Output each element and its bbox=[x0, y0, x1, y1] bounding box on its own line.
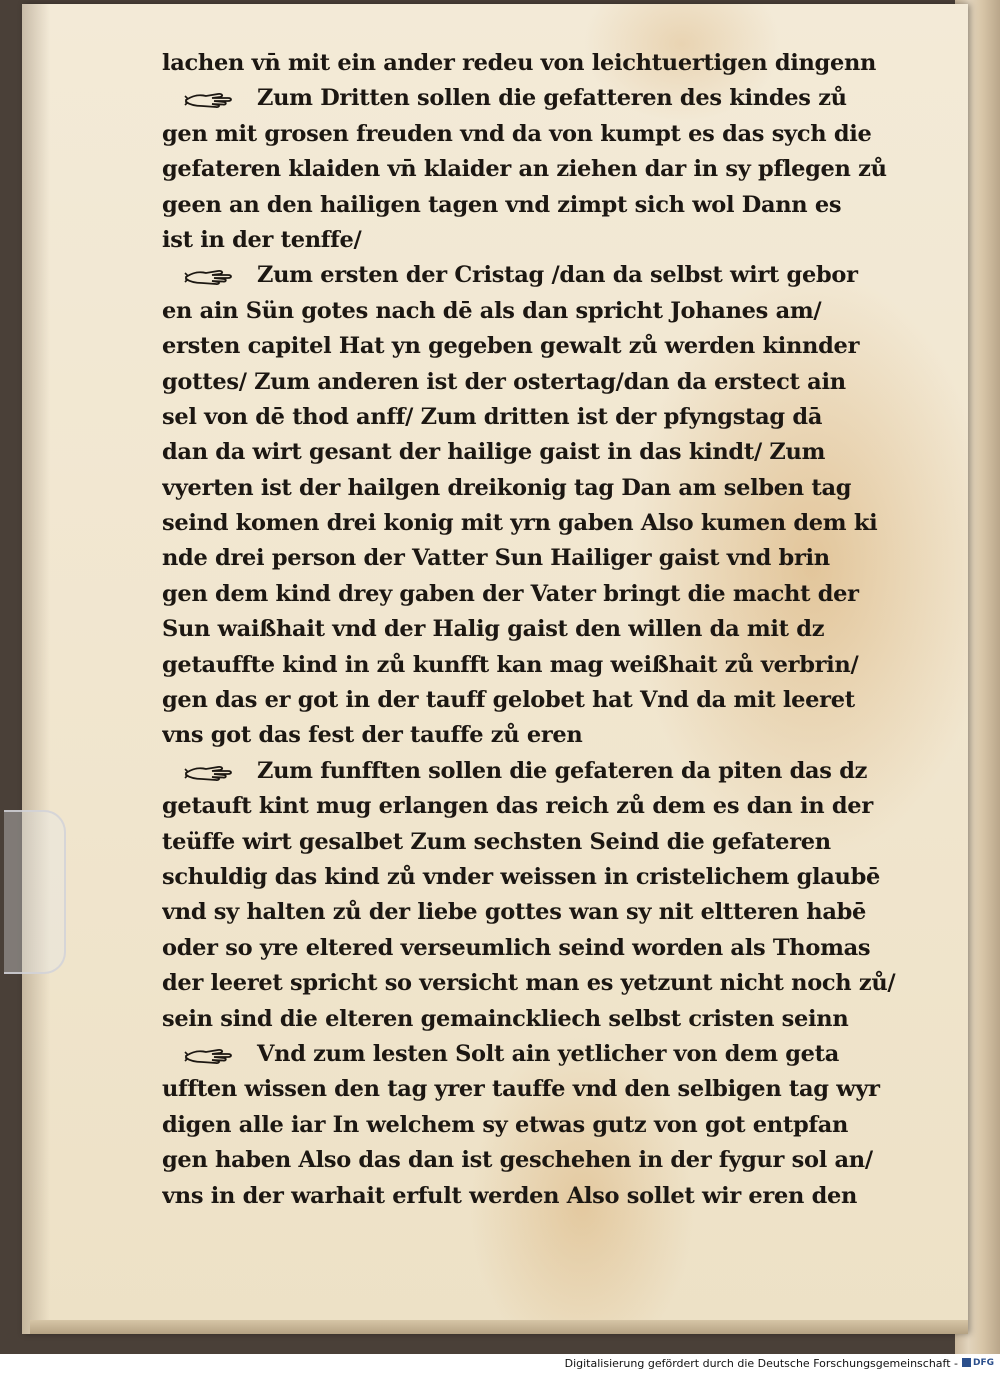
text-line: sein sind die elteren gemainckliech selbst cristen seinn bbox=[162, 1005, 849, 1032]
text-line: ist in der tenffe/ bbox=[162, 226, 362, 253]
pointing-hand-icon bbox=[184, 88, 234, 110]
text-line: vns in der warhait erfult werden Also sollet wir eren den bbox=[162, 1182, 858, 1209]
text-line: nde drei person der Vatter Sun Hailiger gaist vnd brin bbox=[162, 545, 830, 572]
text-line: schuldig das kind zů vnder weissen in cristelichem glaubē bbox=[162, 863, 881, 890]
text-line: Vnd zum lesten Solt ain yetlicher von dem geta bbox=[257, 1040, 840, 1067]
dfg-logo-mark bbox=[962, 1358, 971, 1367]
dfg-logo-text: DFG bbox=[973, 1358, 995, 1368]
text-line: geen an den hailigen tagen vnd zimpt sich wol Dann es bbox=[162, 191, 842, 218]
text-line: en ain Sün gotes nach dē als dan spricht Johanes am/ bbox=[162, 297, 822, 324]
pointing-hand-icon bbox=[184, 761, 234, 783]
text-line: seind komen drei konig mit yrn gaben Also kumen dem ki bbox=[162, 510, 878, 537]
pointing-hand-icon bbox=[184, 1044, 234, 1066]
footer-credit: Digitalisierung gefördert durch die Deutsche Forschungsgemeinschaft - bbox=[564, 1357, 958, 1370]
text-line: Zum ersten der Cristag /dan da selbst wirt gebor bbox=[257, 262, 858, 289]
text-line: teüffe wirt gesalbet Zum sechsten Seind die gefateren bbox=[162, 828, 831, 855]
text-line: Zum funfften sollen die gefateren da piten das dz bbox=[257, 757, 868, 784]
text-line: gen haben Also das dan ist geschehen in der fygur sol an/ bbox=[162, 1147, 873, 1174]
text-line: gen dem kind drey gaben der Vater bringt die macht der bbox=[162, 580, 859, 607]
pointing-hand-icon bbox=[184, 265, 234, 287]
text-line: vyerten ist der hailgen dreikonig tag Dan am selben tag bbox=[162, 474, 852, 501]
text-line: gefateren klaiden vn̄ klaider an ziehen dar in sy pflegen zů bbox=[162, 156, 887, 183]
page-clip bbox=[4, 810, 66, 974]
text-line: lachen vn̄ mit ein ander redeu von leichtuertigen dingenn bbox=[162, 50, 877, 76]
text-line: der leeret spricht so versicht man es yetzunt nicht noch zů/ bbox=[162, 970, 896, 997]
text-line: ufften wissen den tag yrer tauffe vnd den selbigen tag wyr bbox=[162, 1076, 880, 1103]
footer-bar bbox=[0, 1354, 1000, 1374]
gutter-shadow bbox=[22, 4, 50, 1334]
text-line: gottes/ Zum anderen ist der ostertag/dan da erstect ain bbox=[162, 368, 846, 395]
text-line: vns got das fest der tauffe zů eren bbox=[162, 722, 583, 749]
page-bottom-edge bbox=[30, 1320, 968, 1334]
text-line: digen alle iar In welchem sy etwas gutz von got entpfan bbox=[162, 1111, 849, 1138]
text-line: Sun waißhait vnd der Halig gaist den willen da mit dz bbox=[162, 616, 825, 643]
page-text bbox=[162, 46, 907, 1214]
text-line: getauft kint mug erlangen das reich zů dem es dan in der bbox=[162, 793, 873, 820]
text-line: getauffte kind in zů kunfft kan mag weißhait zů verbrin/ bbox=[162, 651, 859, 678]
book-page bbox=[22, 4, 968, 1334]
text-line: sel von dē thod anff/ Zum dritten ist der pfyngstag dā bbox=[162, 403, 823, 430]
text-line: oder so yre eltered verseumlich seind worden als Thomas bbox=[162, 934, 871, 961]
text-line: dan da wirt gesant der hailige gaist in das kindt/ Zum bbox=[162, 439, 826, 466]
text-line: gen das er got in der tauff gelobet hat Vnd da mit leeret bbox=[162, 687, 855, 714]
dfg-logo bbox=[962, 1357, 996, 1370]
text-line: vnd sy halten zů der liebe gottes wan sy nit eltteren habē bbox=[162, 899, 867, 926]
text-line: ersten capitel Hat yn gegeben gewalt zů werden kinnder bbox=[162, 333, 860, 360]
text-line: gen mit grosen freuden vnd da von kumpt es das sych die bbox=[162, 120, 872, 147]
text-line: Zum Dritten sollen die gefatteren des kindes zů bbox=[257, 85, 847, 112]
